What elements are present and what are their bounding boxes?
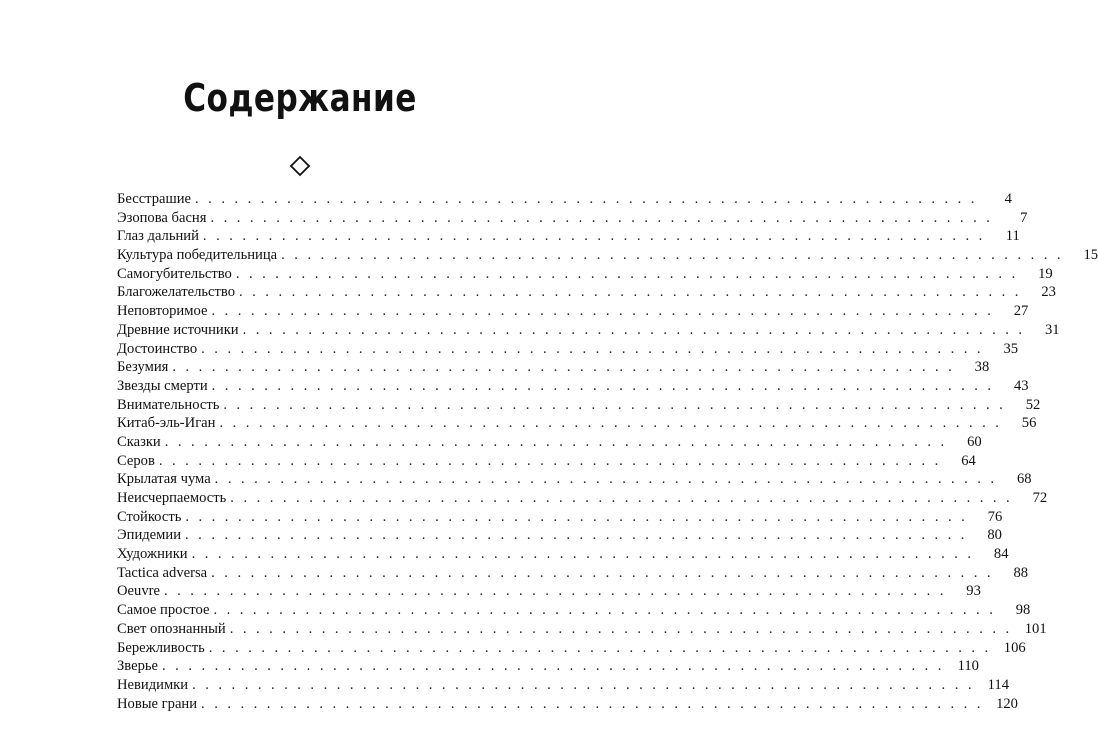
toc-entry-page-number: 106 [1003,639,1026,656]
toc-entry [117,227,1020,246]
toc-entry-title: Эпидемии [117,527,182,544]
dot-leader: ............................................................ [195,191,984,207]
toc-entry [117,657,979,676]
toc-entry [117,265,1053,284]
toc-entry [117,545,1009,564]
dot-leader: ............................................................ [185,508,975,525]
dot-leader: ............................................................ [202,228,992,245]
toc-entry-title: Свет опознанный [117,620,226,637]
toc-entry-title: Невидимки [117,676,189,693]
toc-entry-title: Древние источники [117,321,239,338]
toc-entry-page-number: 98 [1015,602,1031,619]
toc-entry-page-number: 27 [1013,303,1029,320]
toc-entry-page-number: 68 [1016,471,1032,488]
dot-leader: ............................................................ [192,676,981,693]
dot-leader: ............................................................ [164,433,954,450]
toc-entry-page-number: 88 [1013,564,1029,581]
dot-leader: ............................................................ [208,639,998,656]
dot-leader: ............................................................ [201,340,991,357]
toc-entry-page-number: 23 [1041,284,1056,301]
dot-leader: ............................................................ [211,377,1001,394]
toc-entry [117,340,1019,359]
toc-entry-page-number: 43 [1013,377,1029,394]
toc-entry-page-number: 38 [974,359,990,376]
toc-entry [117,190,1012,209]
toc-entry [117,526,1002,545]
toc-entry-page-number: 4 [1004,191,1012,207]
page-title: Содержание [183,76,417,120]
dot-leader: ............................................................ [158,452,948,469]
dot-leader: ............................................................ [163,583,953,600]
toc-entry [117,564,1029,583]
toc-entry-page-number: 60 [967,433,982,450]
toc-entry-title: Безумия [117,359,169,376]
toc-entry-page-number: 52 [1025,396,1041,413]
toc-entry-page-number: 80 [987,527,1002,544]
toc-entry-title: Внимательность [117,396,220,413]
toc-entry [117,358,990,377]
toc-entry [117,676,1009,695]
toc-entry [117,470,1032,489]
toc-entry-title: Самогубительство [117,265,232,282]
toc-entry-page-number: 64 [961,452,976,469]
toc-entry-title: Неповторимое [117,303,208,320]
toc-entry-page-number: 7 [1020,209,1028,226]
dot-leader: ............................................................ [191,546,981,563]
toc-entry [117,377,1029,396]
toc-entry-title: Китаб-эль-Иган [117,415,216,432]
toc-entry-title: Благожелательство [117,284,235,301]
dot-leader: ............................................................ [242,321,1032,338]
toc-entry [117,433,982,452]
toc-entry [117,582,981,601]
dot-leader: ............................................................ [223,396,1013,413]
toc-entry-title: Новые грани [117,695,198,712]
dot-leader: ............................................................ [214,471,1004,488]
toc-entry-title: Культура победительница [117,247,278,264]
toc-entry-title: Художники [117,546,188,563]
toc-entry [117,209,1028,228]
toc-entry-page-number: 84 [993,546,1009,563]
toc-entry-page-number: 76 [987,508,1003,525]
toc-entry-title: Стойкость [117,508,182,525]
toc-entry-title: Крылатая чума [117,471,211,488]
toc-entry-title: Oeuvre [117,583,160,600]
toc-entry-page-number: 35 [1003,340,1019,357]
dot-leader: ............................................................ [239,284,1028,301]
dot-leader: ............................................................ [229,620,1019,637]
toc-entry [117,489,1048,508]
dot-leader: ............................................................ [235,265,1025,282]
dot-leader: ............................................................ [213,602,1003,619]
toc-entry-page-number: 110 [957,658,979,675]
toc-entry-page-number: 120 [996,695,1018,712]
toc-entry-page-number: 56 [1021,415,1037,432]
dot-leader: ............................................................ [201,695,990,712]
toc-entry-page-number: 19 [1038,265,1053,282]
toc-entry [117,396,1041,415]
toc-entry-title: Бережливость [117,639,205,656]
dot-leader: ............................................................ [230,490,1020,506]
toc-entry [117,246,1098,265]
toc-entry-title: Бесстрашие [117,191,192,207]
toc-entry-title: Серов [117,452,155,469]
toc-entry-title: Звезды смерти [117,377,208,394]
toc-entry-title: Достоинство [117,340,198,357]
toc-entry-page-number: 11 [1005,228,1020,245]
toc-entry [117,452,976,471]
dot-leader: ............................................................ [281,247,1071,264]
toc-entry [117,321,1060,340]
toc-entry [117,601,1031,620]
toc-entry-page-number: 114 [987,676,1009,693]
toc-entry-page-number: 101 [1024,620,1047,637]
dot-leader: ............................................................ [162,658,951,675]
dot-leader: ............................................................ [211,564,1001,581]
toc-entry [117,695,1018,714]
dot-leader: ............................................................ [210,209,1000,226]
dot-leader: ............................................................ [172,359,962,376]
toc-entry [117,283,1056,302]
toc-entry-title: Глаз дальний [117,228,199,245]
toc-entry-title: Tactica adversa [117,564,208,581]
toc-entry-page-number: 31 [1044,321,1060,338]
toc-entry [117,508,1003,527]
toc-entry-page-number: 15 [1083,247,1098,264]
toc-entry [117,639,1026,658]
dot-leader: ............................................................ [219,415,1009,432]
toc-entry [117,620,1047,639]
dot-leader: ............................................................ [211,303,1001,320]
toc-entry-title: Неисчерпаемость [117,490,227,506]
toc-entry-title: Сказки [117,433,161,450]
table-of-contents [117,190,1098,713]
toc-entry [117,414,1037,433]
toc-entry-title: Зверье [117,658,159,675]
toc-entry [117,302,1029,321]
toc-entry-title: Эзопова басня [117,209,207,226]
diamond-outline-icon [289,155,311,177]
toc-entry-title: Самое простое [117,602,210,619]
toc-entry-page-number: 72 [1032,490,1048,506]
toc-entry-page-number: 93 [966,583,981,600]
dot-leader: ............................................................ [185,527,974,544]
